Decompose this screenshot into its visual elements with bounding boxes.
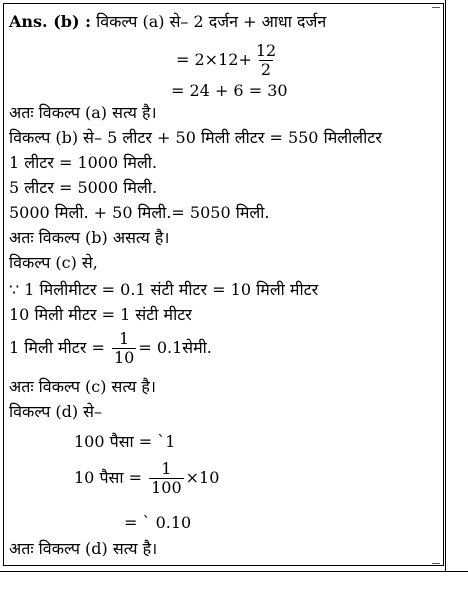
table-vertical-rule [445,0,446,572]
text-line: 5 लीटर = 5000 मिली. [9,178,158,197]
fraction-numerator: 1 [161,459,172,478]
table-horizontal-rule [0,571,468,572]
conclusion-b: अतः विकल्प (b) असत्य है। [9,228,170,247]
equation-lhs: 10 पैसा = [74,468,142,487]
option-d-heading: विकल्प (d) से– [9,402,102,421]
option-a-statement: विकल्प (a) से– 2 दर्जन + आधा दर्जन [96,12,327,31]
equation-lhs: 1 मिली मीटर = [9,338,105,357]
conclusion-d: अतः विकल्प (d) सत्य है। [9,539,158,558]
equation-line-1 [176,42,280,79]
equation-rhs: ×10 [185,468,220,487]
text-line: 10 मिली मीटर = 1 संटी मीटर [9,305,192,324]
text-line: 100 पैसा = `1 [74,432,176,451]
fraction-numerator: 1 [119,329,130,348]
fraction-denominator: 100 [151,478,182,497]
option-b-statement: विकल्प (b) से– 5 लीटर + 50 मिली लीटर = 550 मिलीलीटर [9,128,382,147]
answer-heading [9,12,326,32]
fraction [149,460,184,497]
equation-rhs: = 0.1सेमी. [138,338,212,357]
corner-mark [432,7,440,8]
equation-line-4 [74,460,219,497]
conclusion-a: अतः विकल्प (a) सत्य है। [9,103,157,122]
fraction-denominator: 10 [113,348,135,367]
fraction [112,330,136,367]
fraction [254,42,278,79]
text-line: ∵ 1 मिलीमीटर = 0.1 संटी मीटर = 10 मिली मीटर [9,280,319,299]
option-c-heading: विकल्प (c) से, [9,253,98,272]
fraction-numerator: 12 [255,41,277,60]
corner-mark [432,563,440,564]
fraction-denominator: 2 [260,60,272,79]
equation-line-2: = 24 + 6 = 30 [171,81,288,100]
equation-line-3 [9,330,212,367]
conclusion-c: अतः विकल्प (c) सत्य है। [9,377,156,396]
answer-label: Ans. (b) : [9,12,91,31]
text-line: = ` 0.10 [124,513,192,532]
text-line: 5000 मिली. + 50 मिली.= 5050 मिली. [9,203,270,222]
text-line: 1 लीटर = 1000 मिली. [9,153,158,172]
equation-lhs: = 2×12+ [176,50,252,69]
